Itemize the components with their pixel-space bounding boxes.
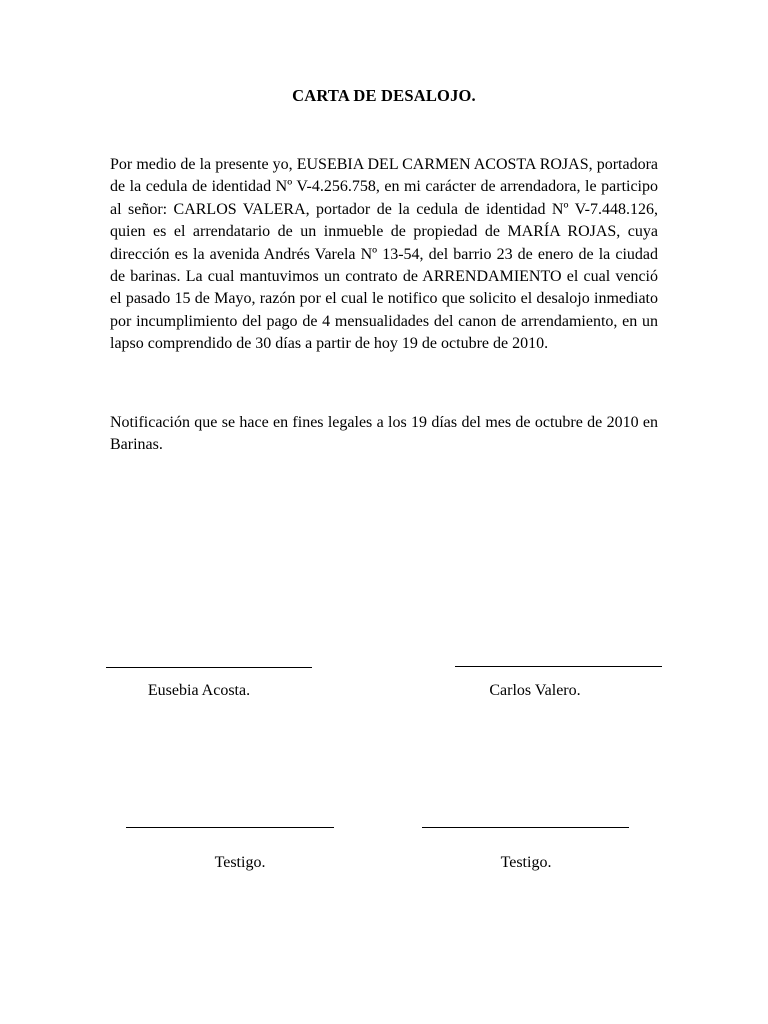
- body-paragraph-notification: Notificación que se hace en fines legales a los 19 días del mes de octubre de 2010 en Barinas.: [110, 414, 658, 454]
- signature-line-landlord: [106, 667, 312, 668]
- signature-label-witness-left: Testigo.: [214, 854, 266, 871]
- signature-name-tenant: Carlos Valero.: [489, 682, 581, 699]
- document-title: CARTA DE DESALOJO.: [292, 86, 476, 105]
- signature-line-witness-left: [126, 827, 334, 828]
- signature-name-landlord: Eusebia Acosta.: [147, 682, 251, 699]
- signature-label-witness-right: Testigo.: [500, 854, 552, 871]
- signature-line-tenant: [455, 666, 662, 667]
- signature-line-witness-right: [422, 827, 629, 828]
- body-paragraph-notice: Por medio de la presente yo, EUSEBIA DEL CARMEN ACOSTA ROJAS, portadora de la cedula de identidad Nº V-4.256.758, en mi carácter de arrendadora, le participo al señor: CARLOS VALERA, portador de la cedula de identidad Nº V-7.448.126, quien es el arrendatario de un inmueble de propiedad de MARÍA ROJAS, cuya dirección es la avenida Andrés Varela Nº 13-54, del barrio 23 de enero de la ciudad de barinas. La cual mantuvimos un contrato de ARRENDAMIENTO el cual venció el pasado 15 de Mayo, razón por el cual le notifico que solicito el desalojo inmediato por incumplimiento del pago de 4 mensualidades del canon de arrendamiento, en un lapso comprendido de 30 días a partir de hoy 19 de octubre de 2010.: [110, 156, 658, 353]
